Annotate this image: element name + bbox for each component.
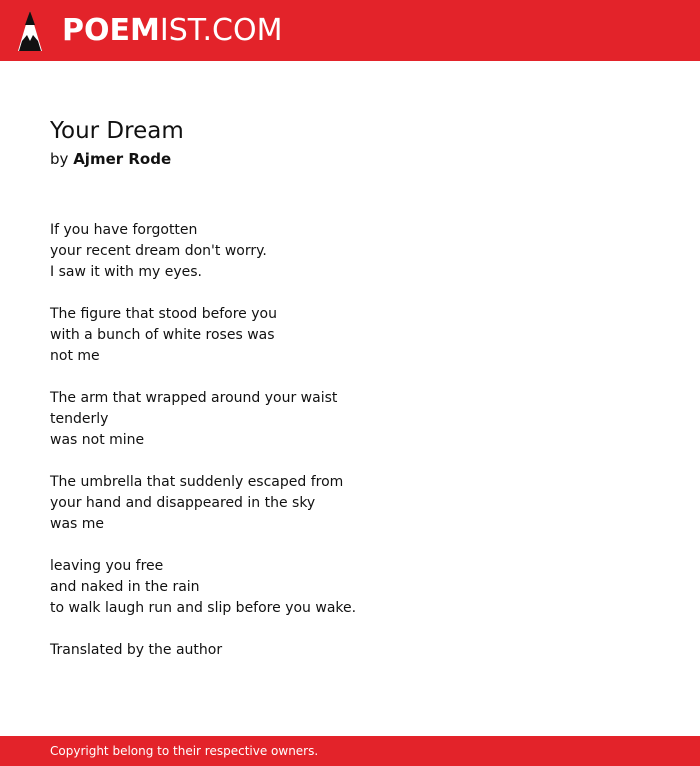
site-footer	[0, 736, 700, 766]
author-link[interactable]: Ajmer Rode	[73, 150, 172, 168]
poem-line: leaving you free	[50, 558, 164, 574]
copyright-text: Copyright belong to their respective owners.	[50, 744, 319, 758]
poem-byline	[50, 148, 650, 170]
stanza-break	[50, 283, 650, 304]
poem-line: The figure that stood before you	[50, 306, 277, 322]
site-logo-link[interactable]	[17, 9, 282, 53]
byline-prefix: by	[50, 150, 69, 168]
poem-line: with a bunch of white roses was	[50, 327, 275, 343]
poem-line: your hand and disappeared in the sky	[50, 495, 316, 511]
pencil-icon	[17, 10, 43, 52]
poem-line: The arm that wrapped around your waist	[50, 390, 338, 406]
site-name-bold: POEM	[62, 13, 160, 48]
poem-body	[50, 220, 650, 661]
stanza-break	[50, 367, 650, 388]
site-name-light: IST.COM	[159, 13, 283, 48]
poem-content	[50, 116, 650, 661]
site-header	[0, 0, 700, 61]
poem-title: Your Dream	[50, 118, 184, 144]
poem-line: was not mine	[50, 432, 145, 448]
poem-line: If you have forgotten	[50, 222, 198, 238]
poem-line: your recent dream don't worry.	[50, 243, 267, 259]
poem-line: to walk laugh run and slip before you wake.	[50, 600, 357, 616]
poem-line: was me	[50, 516, 105, 532]
stanza-break	[50, 451, 650, 472]
poem-line: not me	[50, 348, 100, 364]
poem-line: and naked in the rain	[50, 579, 200, 595]
translation-note: Translated by the author	[50, 642, 223, 658]
stanza-break	[50, 535, 650, 556]
poem-line: The umbrella that suddenly escaped from	[50, 474, 344, 490]
poem-line: I saw it with my eyes.	[50, 264, 202, 280]
poem-line: tenderly	[50, 411, 109, 427]
stanza-break	[50, 619, 650, 640]
site-name	[62, 9, 282, 53]
